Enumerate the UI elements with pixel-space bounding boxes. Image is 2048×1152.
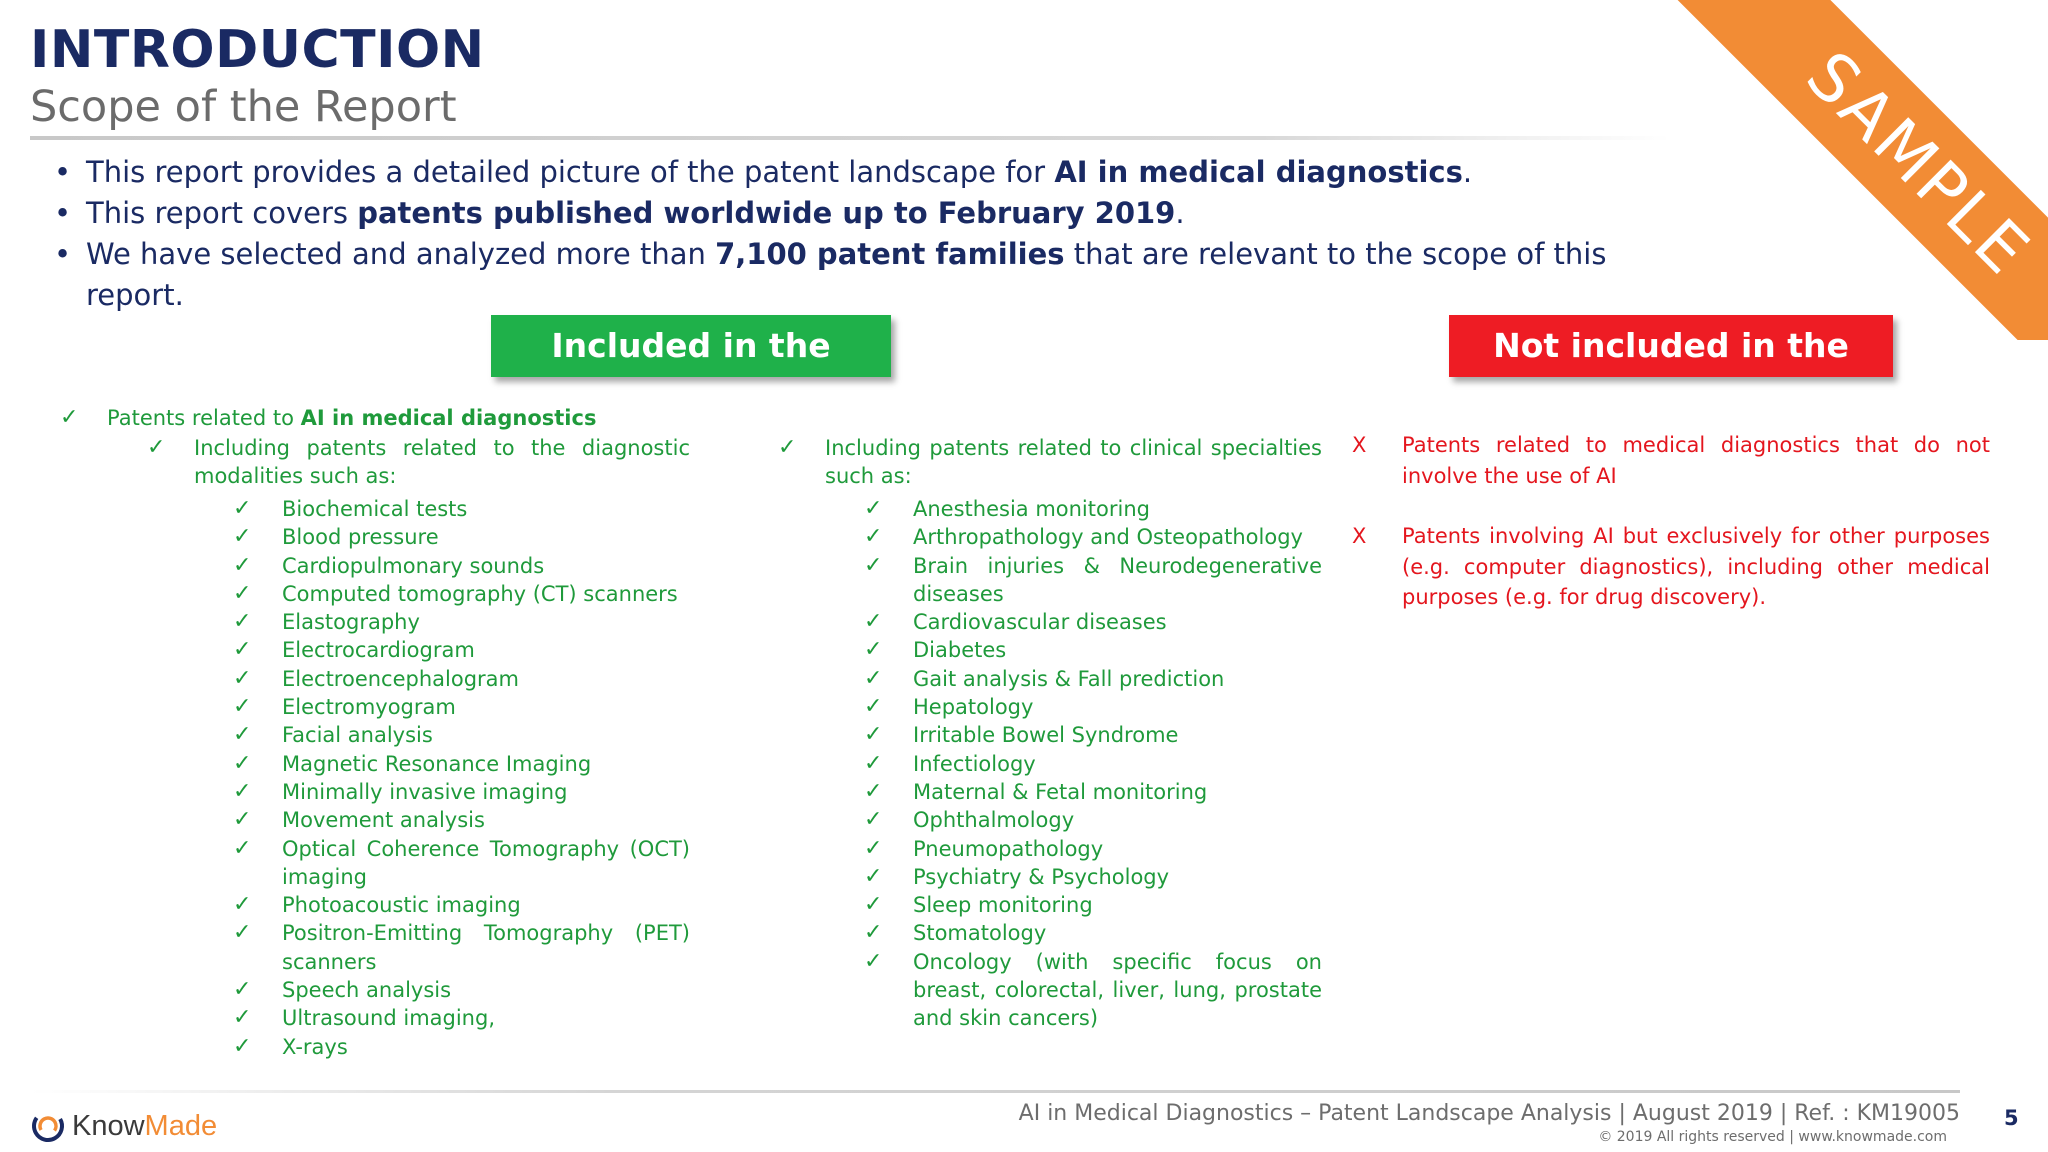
- check-icon: ✓: [864, 609, 883, 635]
- page-subtitle: Scope of the Report: [30, 82, 457, 132]
- check-icon: ✓: [864, 948, 883, 974]
- intro-highlight: 7,100 patent families: [715, 237, 1065, 271]
- check-icon: ✓: [864, 496, 883, 521]
- check-icon: ✓: [864, 552, 883, 578]
- list-item-text: Movement analysis: [282, 808, 485, 833]
- check-icon: ✓: [233, 637, 252, 663]
- list-item: [864, 693, 1322, 721]
- list-item-text: Electromyogram: [282, 695, 456, 720]
- list-item: [864, 552, 1322, 609]
- list-item: [233, 665, 690, 693]
- list-item: [864, 891, 1322, 919]
- list-item: [233, 495, 690, 523]
- list-item: [778, 434, 1322, 491]
- sample-ribbon: SAMPLE: [1654, 0, 2048, 340]
- list-item-text: Infectiology: [913, 751, 1036, 776]
- check-icon: ✓: [60, 405, 79, 430]
- check-icon: ✓: [233, 552, 252, 578]
- list-item-text: Hepatology: [913, 695, 1034, 720]
- logo-wordmark: KnowMade: [72, 1109, 218, 1142]
- list-item: [864, 948, 1322, 1033]
- list-item-text: Maternal & Fetal monitoring: [913, 779, 1208, 804]
- intro-bullets: [50, 152, 1670, 316]
- cross-icon: X: [1352, 524, 1367, 548]
- modalities-list: [233, 495, 690, 1061]
- intro-bullet: [50, 234, 1670, 316]
- check-icon: ✓: [233, 977, 252, 1003]
- list-item-text: Psychiatry & Psychology: [913, 864, 1170, 889]
- check-icon: ✓: [864, 807, 883, 833]
- bullet-icon: •: [54, 196, 72, 230]
- list-item: [864, 750, 1322, 778]
- header-divider: [30, 136, 1670, 140]
- list-item-text: Blood pressure: [282, 525, 439, 550]
- list-item-text: Oncology (with specific focus on breast, colorectal, liver, lung, prostate and skin cancers): [913, 949, 1322, 1031]
- list-item-text: Facial analysis: [282, 723, 433, 748]
- list-item-text: Gait analysis & Fall prediction: [913, 666, 1225, 691]
- check-icon: ✓: [233, 835, 252, 861]
- check-icon: ✓: [864, 722, 883, 748]
- check-icon: ✓: [778, 435, 797, 460]
- list-item-text: Cardiovascular diseases: [913, 610, 1167, 635]
- list-item: [233, 750, 690, 778]
- list-item: [233, 1004, 690, 1032]
- included-main: [60, 404, 720, 432]
- check-icon: ✓: [233, 496, 252, 521]
- check-icon: ✓: [147, 435, 166, 460]
- list-item-text: Ultrasound imaging,: [282, 1006, 495, 1031]
- footer-report-info: AI in Medical Diagnostics – Patent Landscape Analysis | August 2019 | Ref. : KM19005: [1018, 1101, 1960, 1126]
- check-icon: ✓: [233, 609, 252, 635]
- list-item: [864, 608, 1322, 636]
- check-icon: ✓: [864, 750, 883, 776]
- intro-text: .: [1175, 196, 1185, 230]
- list-item: [864, 778, 1322, 806]
- modalities-intro: [147, 434, 690, 491]
- list-item: [864, 665, 1322, 693]
- included-header: Included in the report: [491, 315, 891, 377]
- check-icon: ✓: [864, 524, 883, 550]
- knowmade-logo-icon: [30, 1108, 66, 1144]
- list-item-text: Sleep monitoring: [913, 893, 1093, 918]
- list-item-text: Stomatology: [913, 921, 1047, 946]
- list-item-text: Magnetic Resonance Imaging: [282, 751, 592, 776]
- cross-icon: X: [1352, 433, 1367, 457]
- intro-text: .: [1462, 155, 1473, 189]
- list-item: [1352, 521, 1990, 613]
- check-icon: ✓: [864, 637, 883, 663]
- list-item-text: Diabetes: [913, 638, 1007, 663]
- list-item: [864, 721, 1322, 749]
- list-item: [864, 495, 1322, 523]
- list-item-text: Irritable Bowel Syndrome: [913, 723, 1179, 748]
- list-item-text: Speech analysis: [282, 978, 452, 1003]
- modalities-intro-text: Including patents related to the diagnostic modalities such as:: [194, 436, 690, 489]
- check-icon: ✓: [864, 863, 883, 889]
- check-icon: ✓: [864, 835, 883, 861]
- check-icon: ✓: [864, 665, 883, 691]
- list-item: [864, 835, 1322, 863]
- list-item: [1352, 430, 1990, 491]
- list-item-text: X-rays: [282, 1034, 348, 1059]
- specialties-list: [864, 495, 1322, 1033]
- check-icon: ✓: [233, 580, 252, 606]
- list-item-text: Electroencephalogram: [282, 666, 519, 691]
- not-included-item: Patents involving AI but exclusively for other purposes (e.g. computer diagnostics), including other medical purposes (e.g. for drug discovery).: [1402, 524, 1990, 609]
- list-item: [233, 552, 690, 580]
- list-item: [233, 835, 690, 892]
- list-item-text: Pneumopathology: [913, 836, 1104, 861]
- list-item: [864, 806, 1322, 834]
- bullet-icon: •: [54, 237, 72, 271]
- check-icon: ✓: [233, 1033, 252, 1059]
- check-icon: ✓: [233, 750, 252, 776]
- specialties-intro: [778, 434, 1322, 491]
- check-icon: ✓: [233, 665, 252, 691]
- list-item-text: Positron-Emitting Tomography (PET) scanners: [282, 921, 690, 974]
- list-item: [864, 523, 1322, 551]
- intro-bullet: [50, 193, 1670, 234]
- check-icon: ✓: [233, 722, 252, 748]
- knowmade-logo: [30, 1108, 217, 1144]
- intro-highlight: patents published worldwide up to February 2019: [357, 196, 1176, 230]
- intro-text: This report covers: [86, 196, 358, 230]
- list-item-text: Photoacoustic imaging: [282, 893, 521, 918]
- list-item-text: Biochemical tests: [282, 497, 468, 521]
- check-icon: ✓: [864, 694, 883, 720]
- page-number: 5: [2004, 1106, 2019, 1130]
- list-item-text: Anesthesia monitoring: [913, 497, 1150, 521]
- check-icon: ✓: [233, 1005, 252, 1031]
- included-main-text: Patents related to: [107, 406, 301, 430]
- list-item: [60, 404, 720, 432]
- list-item: [147, 434, 690, 491]
- list-item: [864, 636, 1322, 664]
- list-item: [233, 608, 690, 636]
- footer-divider: [30, 1090, 1960, 1093]
- check-icon: ✓: [233, 892, 252, 918]
- list-item-text: Ophthalmology: [913, 808, 1075, 833]
- list-item: [233, 976, 690, 1004]
- specialties-intro-text: Including patents related to clinical specialties such as:: [825, 436, 1322, 489]
- page-title: INTRODUCTION: [30, 20, 485, 80]
- intro-bullet: [50, 152, 1670, 193]
- list-item: [233, 693, 690, 721]
- list-item-text: Brain injuries & Neurodegenerative diseases: [913, 553, 1322, 606]
- footer-copyright: © 2019 All rights reserved | www.knowmade.com: [1598, 1129, 1947, 1145]
- list-item-text: Optical Coherence Tomography (OCT) imaging: [282, 836, 690, 889]
- list-item: [233, 919, 690, 976]
- list-item: [233, 636, 690, 664]
- list-item: [233, 523, 690, 551]
- list-item-text: Cardiopulmonary sounds: [282, 553, 545, 578]
- list-item-text: Computed tomography (CT) scanners: [282, 581, 678, 606]
- list-item: [233, 891, 690, 919]
- list-item: [233, 778, 690, 806]
- not-included-list: [1352, 430, 1990, 613]
- list-item-text: Elastography: [282, 610, 420, 635]
- list-item: [864, 863, 1322, 891]
- list-item: [233, 721, 690, 749]
- check-icon: ✓: [233, 694, 252, 720]
- bullet-icon: •: [54, 155, 72, 189]
- check-icon: ✓: [233, 778, 252, 804]
- check-icon: ✓: [864, 892, 883, 918]
- check-icon: ✓: [233, 524, 252, 550]
- list-item: [233, 580, 690, 608]
- check-icon: ✓: [864, 920, 883, 946]
- check-icon: ✓: [233, 807, 252, 833]
- intro-text: This report provides a detailed picture of the patent landscape for: [86, 155, 1055, 189]
- not-included-item: Patents related to medical diagnostics that do not involve the use of AI: [1402, 433, 1990, 488]
- list-item: [864, 919, 1322, 947]
- check-icon: ✓: [233, 920, 252, 946]
- not-included-header: Not included in the report: [1449, 315, 1893, 377]
- intro-text: that are relevant to the scope of this report.: [86, 237, 1607, 312]
- list-item-text: Minimally invasive imaging: [282, 779, 568, 804]
- list-item-text: Arthropathology and Osteopathology: [913, 525, 1303, 550]
- included-main-highlight: AI in medical diagnostics: [300, 406, 597, 430]
- check-icon: ✓: [864, 778, 883, 804]
- list-item-text: Electrocardiogram: [282, 638, 475, 663]
- intro-text: We have selected and analyzed more than: [86, 237, 716, 271]
- intro-highlight: AI in medical diagnostics: [1054, 155, 1463, 189]
- list-item: [233, 806, 690, 834]
- list-item: [233, 1033, 690, 1061]
